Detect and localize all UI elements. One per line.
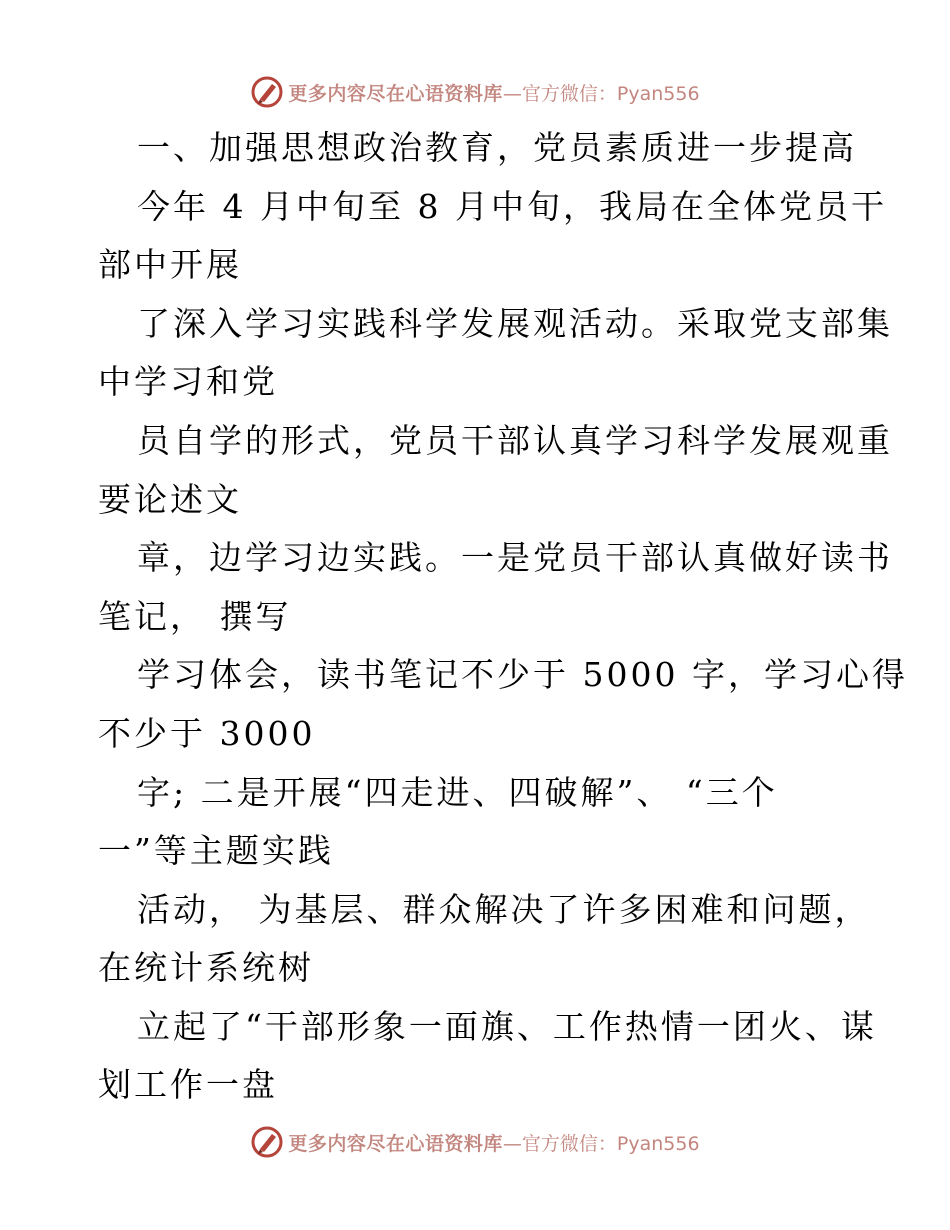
body-line: 中学习和党 — [98, 362, 278, 401]
pen-seal-logo-icon — [250, 75, 284, 109]
header-watermark — [0, 72, 950, 112]
body-line: 在统计系统树 — [98, 948, 314, 987]
body-line: 章，边学习边实践。一是党员干部认真做好读书 — [137, 538, 893, 577]
body-line: 要论述文 — [98, 480, 242, 519]
body-line: 了深入学习实践科学发展观活动。采取党支部集 — [137, 304, 893, 343]
body-line: 活动， 为基层、群众解决了许多困难和问题， — [137, 890, 871, 929]
watermark-brand-text: 更多内容尽在心语资料库 — [288, 1132, 503, 1155]
body-line: 部中开展 — [98, 245, 242, 284]
body-line: 立起了“干部形象一面旗、工作热情一团火、谋 — [137, 1007, 877, 1046]
body-line: 一”等主题实践 — [98, 831, 334, 870]
pen-seal-logo-icon — [250, 1125, 284, 1159]
body-line: 不少于 3000 — [98, 714, 316, 753]
body-line: 今年 4 月中旬至 8 月中旬，我局在全体党员干 — [137, 187, 887, 226]
watermark-brand-text: 更多内容尽在心语资料库 — [288, 82, 503, 105]
watermark-contact-text: —官方微信：Pyan556 — [502, 1132, 700, 1155]
body-line: 字; 二是开展“四走进、四破解”、 “三个 — [137, 773, 778, 812]
body-line: 笔记， 撰写 — [98, 597, 292, 636]
footer-watermark — [0, 1122, 950, 1162]
watermark-contact-text: —官方微信：Pyan556 — [502, 82, 700, 105]
body-line: 学习体会，读书笔记不少于 5000 字，学习心得 — [137, 655, 908, 694]
body-line: 划工作一盘 — [98, 1065, 278, 1104]
body-line: 员自学的形式，党员干部认真学习科学发展观重 — [137, 421, 893, 460]
section-heading: 一、加强思想政治教育，党员素质进一步提高 — [137, 128, 857, 167]
